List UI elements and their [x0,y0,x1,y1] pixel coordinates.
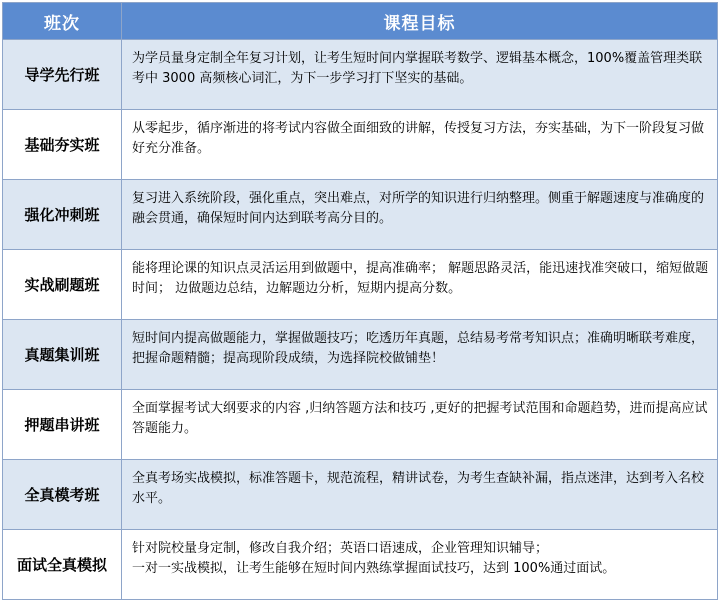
class-name-cell: 基础夯实班 [3,110,122,180]
table-row [3,40,718,110]
course-goal-cell: 复习进入系统阶段，强化重点，突出难点，对所学的知识进行归纳整理。侧重于解题速度与准确度的融会贯通，确保短时间内达到联考高分目的。 [122,180,718,250]
course-table [2,2,718,600]
class-name-cell: 强化冲刺班 [3,180,122,250]
class-name-cell: 实战刷题班 [3,250,122,320]
table-row [3,320,718,390]
table-row [3,110,718,180]
table-row [3,180,718,250]
course-goal-cell: 为学员量身定制全年复习计划，让考生短时间内掌握联考数学、逻辑基本概念，100%覆盖管理类联考中 3000 高频核心词汇，为下一步学习打下坚实的基础。 [122,40,718,110]
class-name-cell: 导学先行班 [3,40,122,110]
course-goal-cell: 从零起步，循序渐进的将考试内容做全面细致的讲解，传授复习方法，夯实基础，为下一阶段复习做好充分准备。 [122,110,718,180]
class-name-cell: 押题串讲班 [3,390,122,460]
table-row [3,250,718,320]
course-goal-cell: 能将理论课的知识点灵活运用到做题中，提高准确率； 解题思路灵活，能迅速找准突破口，缩短做题时间； 边做题边总结，边解题边分析，短期内提高分数。 [122,250,718,320]
course-goal-cell: 全面掌握考试大纲要求的内容 ,归纳答题方法和技巧 ,更好的把握考试范围和命题趋势，进而提高应试答题能力。 [122,390,718,460]
class-name-cell: 真题集训班 [3,320,122,390]
table-row [3,530,718,600]
header-course-goal: 课程目标 [122,3,718,40]
table-row [3,460,718,530]
header-class-name: 班次 [3,3,122,40]
course-goal-cell: 全真考场实战模拟，标准答题卡，规范流程，精讲试卷，为考生查缺补漏，指点迷津，达到考入名校水平。 [122,460,718,530]
table-row [3,390,718,460]
course-goal-cell: 短时间内提高做题能力，掌握做题技巧；吃透历年真题，总结易考常考知识点；准确明晰联考难度，把握命题精髓；提高现阶段成绩，为选择院校做铺垫！ [122,320,718,390]
table-header-row [3,3,718,40]
course-goal-cell: 针对院校量身定制，修改自我介绍；英语口语速成，企业管理知识辅导； 一对一实战模拟，让考生能够在短时间内熟练掌握面试技巧，达到 100%通过面试。 [122,530,718,600]
class-name-cell: 全真模考班 [3,460,122,530]
class-name-cell: 面试全真模拟 [3,530,122,600]
